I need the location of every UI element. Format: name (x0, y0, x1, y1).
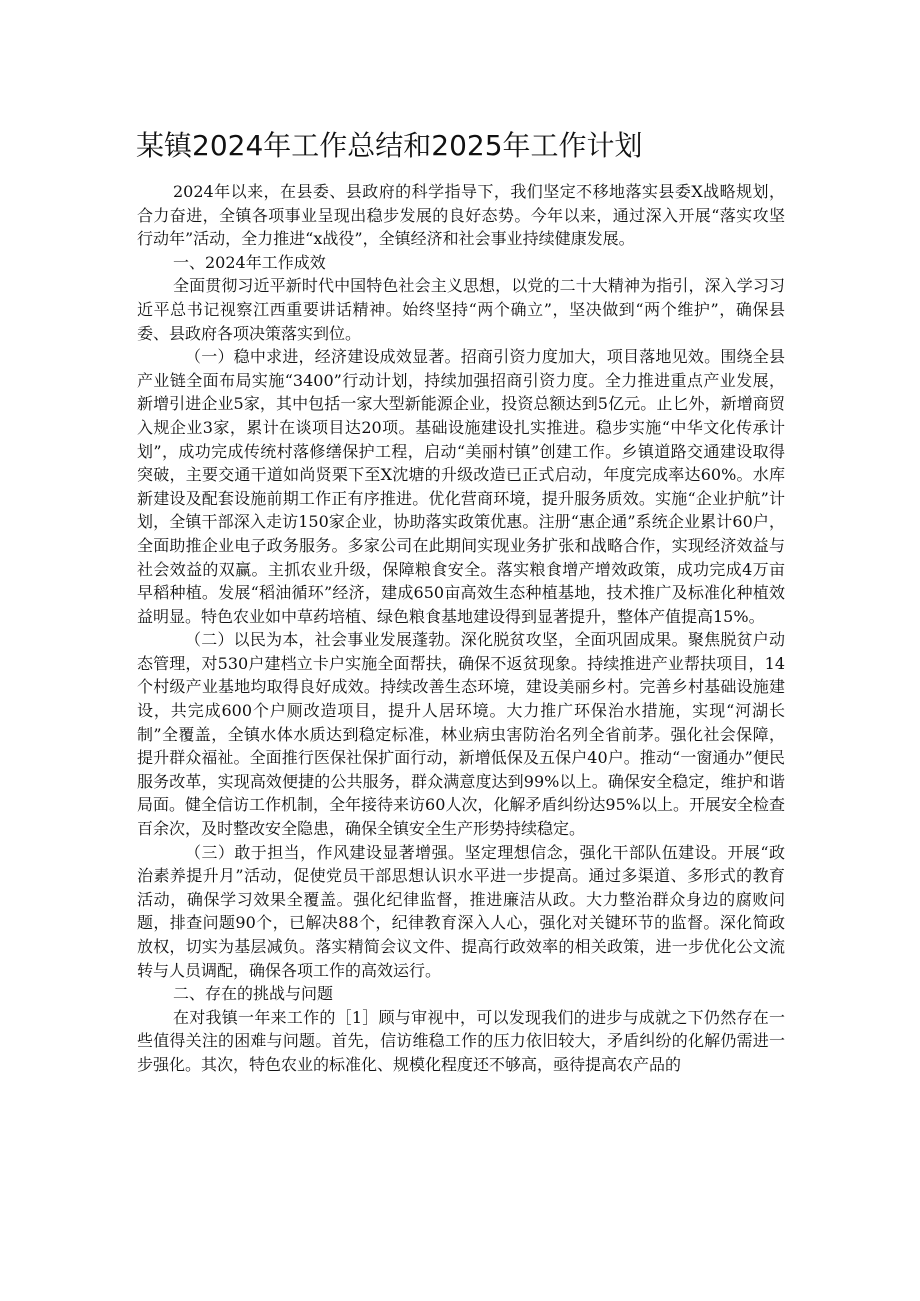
achievement-conduct-paragraph: （三）敢于担当，作风建设显著增强。坚定理想信念，强化干部队伍建设。开展“政治素养提升月”活动，促使党员干部思想认识水平进一步提高。通过多渠道、多形式的教育活动，确保学习效果全覆盖。强化纪律监督，推进廉洁从政。大力整治群众身边的腐败问题，排查问题90个，已解决88个，纪律教育深入人心，强化对关键环节的监督。深化简政放权，切实为基层减负。落实精简会议文件、提高行政效率的相关政策，进一步优化公文流转与人员调配，确保各项工作的高效运行。 (137, 842, 785, 980)
section-heading-challenges: 二、存在的挑战与问题 (173, 984, 334, 1004)
achievement-economy-paragraph: （一）稳中求进，经济建设成效显著。招商引资力度加大，项目落地见效。围绕全县产业链全面布局实施“3400”行动计划，持续加强招商引资力度。全力推进重点产业发展，新增引进企业5家，其中包括一家大型新能源企业，投资总额达到5亿元。止匕外，新增商贸入规企业3家，累计在谈项目达20项。基础设施建设扎实推进。稳步实施“中华文化传承计划”，成功完成传统村落修缮保护工程，启动“美丽村镇”创建工作。乡镇道路交通建设取得突破，主要交通干道如尚贤栗下至X沈塘的升级改造已正式启动，年度完成率达60%。水库新建设及配套设施前期工作正有序推进。优化营商环境，提升服务质效。实施“企业护航”计划，全镇干部深入走访150家企业，协助落实政策优惠。注册“惠企通”系统企业累计60户，全面助推企业电子政务服务。多家公司在此期间实现业务扩张和战略合作，实现经济效益与社会效益的双赢。主抓农业升级，保障粮食安全。落实粮食增产增效政策，成功完成4万亩早稻种植。发展“稻油循环”经济，建成650亩高效生态种植基地，技术推广及标准化种植效益明显。特色农业如中草药培植、绿色粮食基地建设得到显著提升，整体产值提高15%。 (137, 347, 785, 626)
achievements-intro-paragraph: 全面贯彻习近平新时代中国特色社会主义思想，以党的二十大精神为指引，深入学习习近平总书记视察江西重要讲话精神。始终坚持“两个确立”，坚决做到“两个维护”，确保县委、县政府各项决策落实到位。 (137, 276, 785, 343)
achievement-social-paragraph: （二）以民为本，社会事业发展蓬勃。深化脱贫攻坚，全面巩固成果。聚焦脱贫户动态管理，对530户建档立卡户实施全面帮扶，确保不返贫现象。持续推进产业帮扶项目，14个村级产业基地均取得良好成效。持续改善生态环境，建设美丽乡村。完善乡村基础设施建设，共完成600个户厕改造项目，提升人居环境。大力推广环保治水措施，实现“河湖长制”全覆盖，全镇水体水质达到稳定标准，林业病虫害防治名列全省前茅。强化社会保障，提升群众福祉。全面推行医保社保扩面行动，新增低保及五保户40户。推动“一窗通办”便民服务改革，实现高效便捷的公共服务，群众满意度达到99%以上。确保安全稳定，维护和谐局面。健全信访工作机制，全年接待来访60人次，化解矛盾纠纷达95%以上。开展安全检查百余次，及时整改安全隐患，确保全镇安全生产形势持续稳定。 (137, 630, 785, 839)
challenges-paragraph: 在对我镇一年来工作的［1］顾与审视中，可以发现我们的进步与成就之下仍然存在一些值得关注的困难与问题。首先，信访维稳工作的压力依旧较大，矛盾纠纷的化解仍需进一步强化。其次，特色农业的标准化、规模化程度还不够高，亟待提高农产品的 (137, 1007, 785, 1074)
document-body (137, 180, 785, 1077)
intro-paragraph: 2024年以来，在县委、县政府的科学指导下，我们坚定不移地落实县委X战略规划，合力奋进，全镇各项事业呈现出稳步发展的良好态势。今年以来，通过深入开展“落实攻坚行动年”活动，全力推进“x战役”，全镇经济和社会事业持续健康发展。 (137, 182, 785, 249)
section-heading-achievements: 一、2024年工作成效 (173, 252, 326, 272)
document-title: 某镇2024年工作总结和2025年工作计划 (136, 129, 643, 162)
